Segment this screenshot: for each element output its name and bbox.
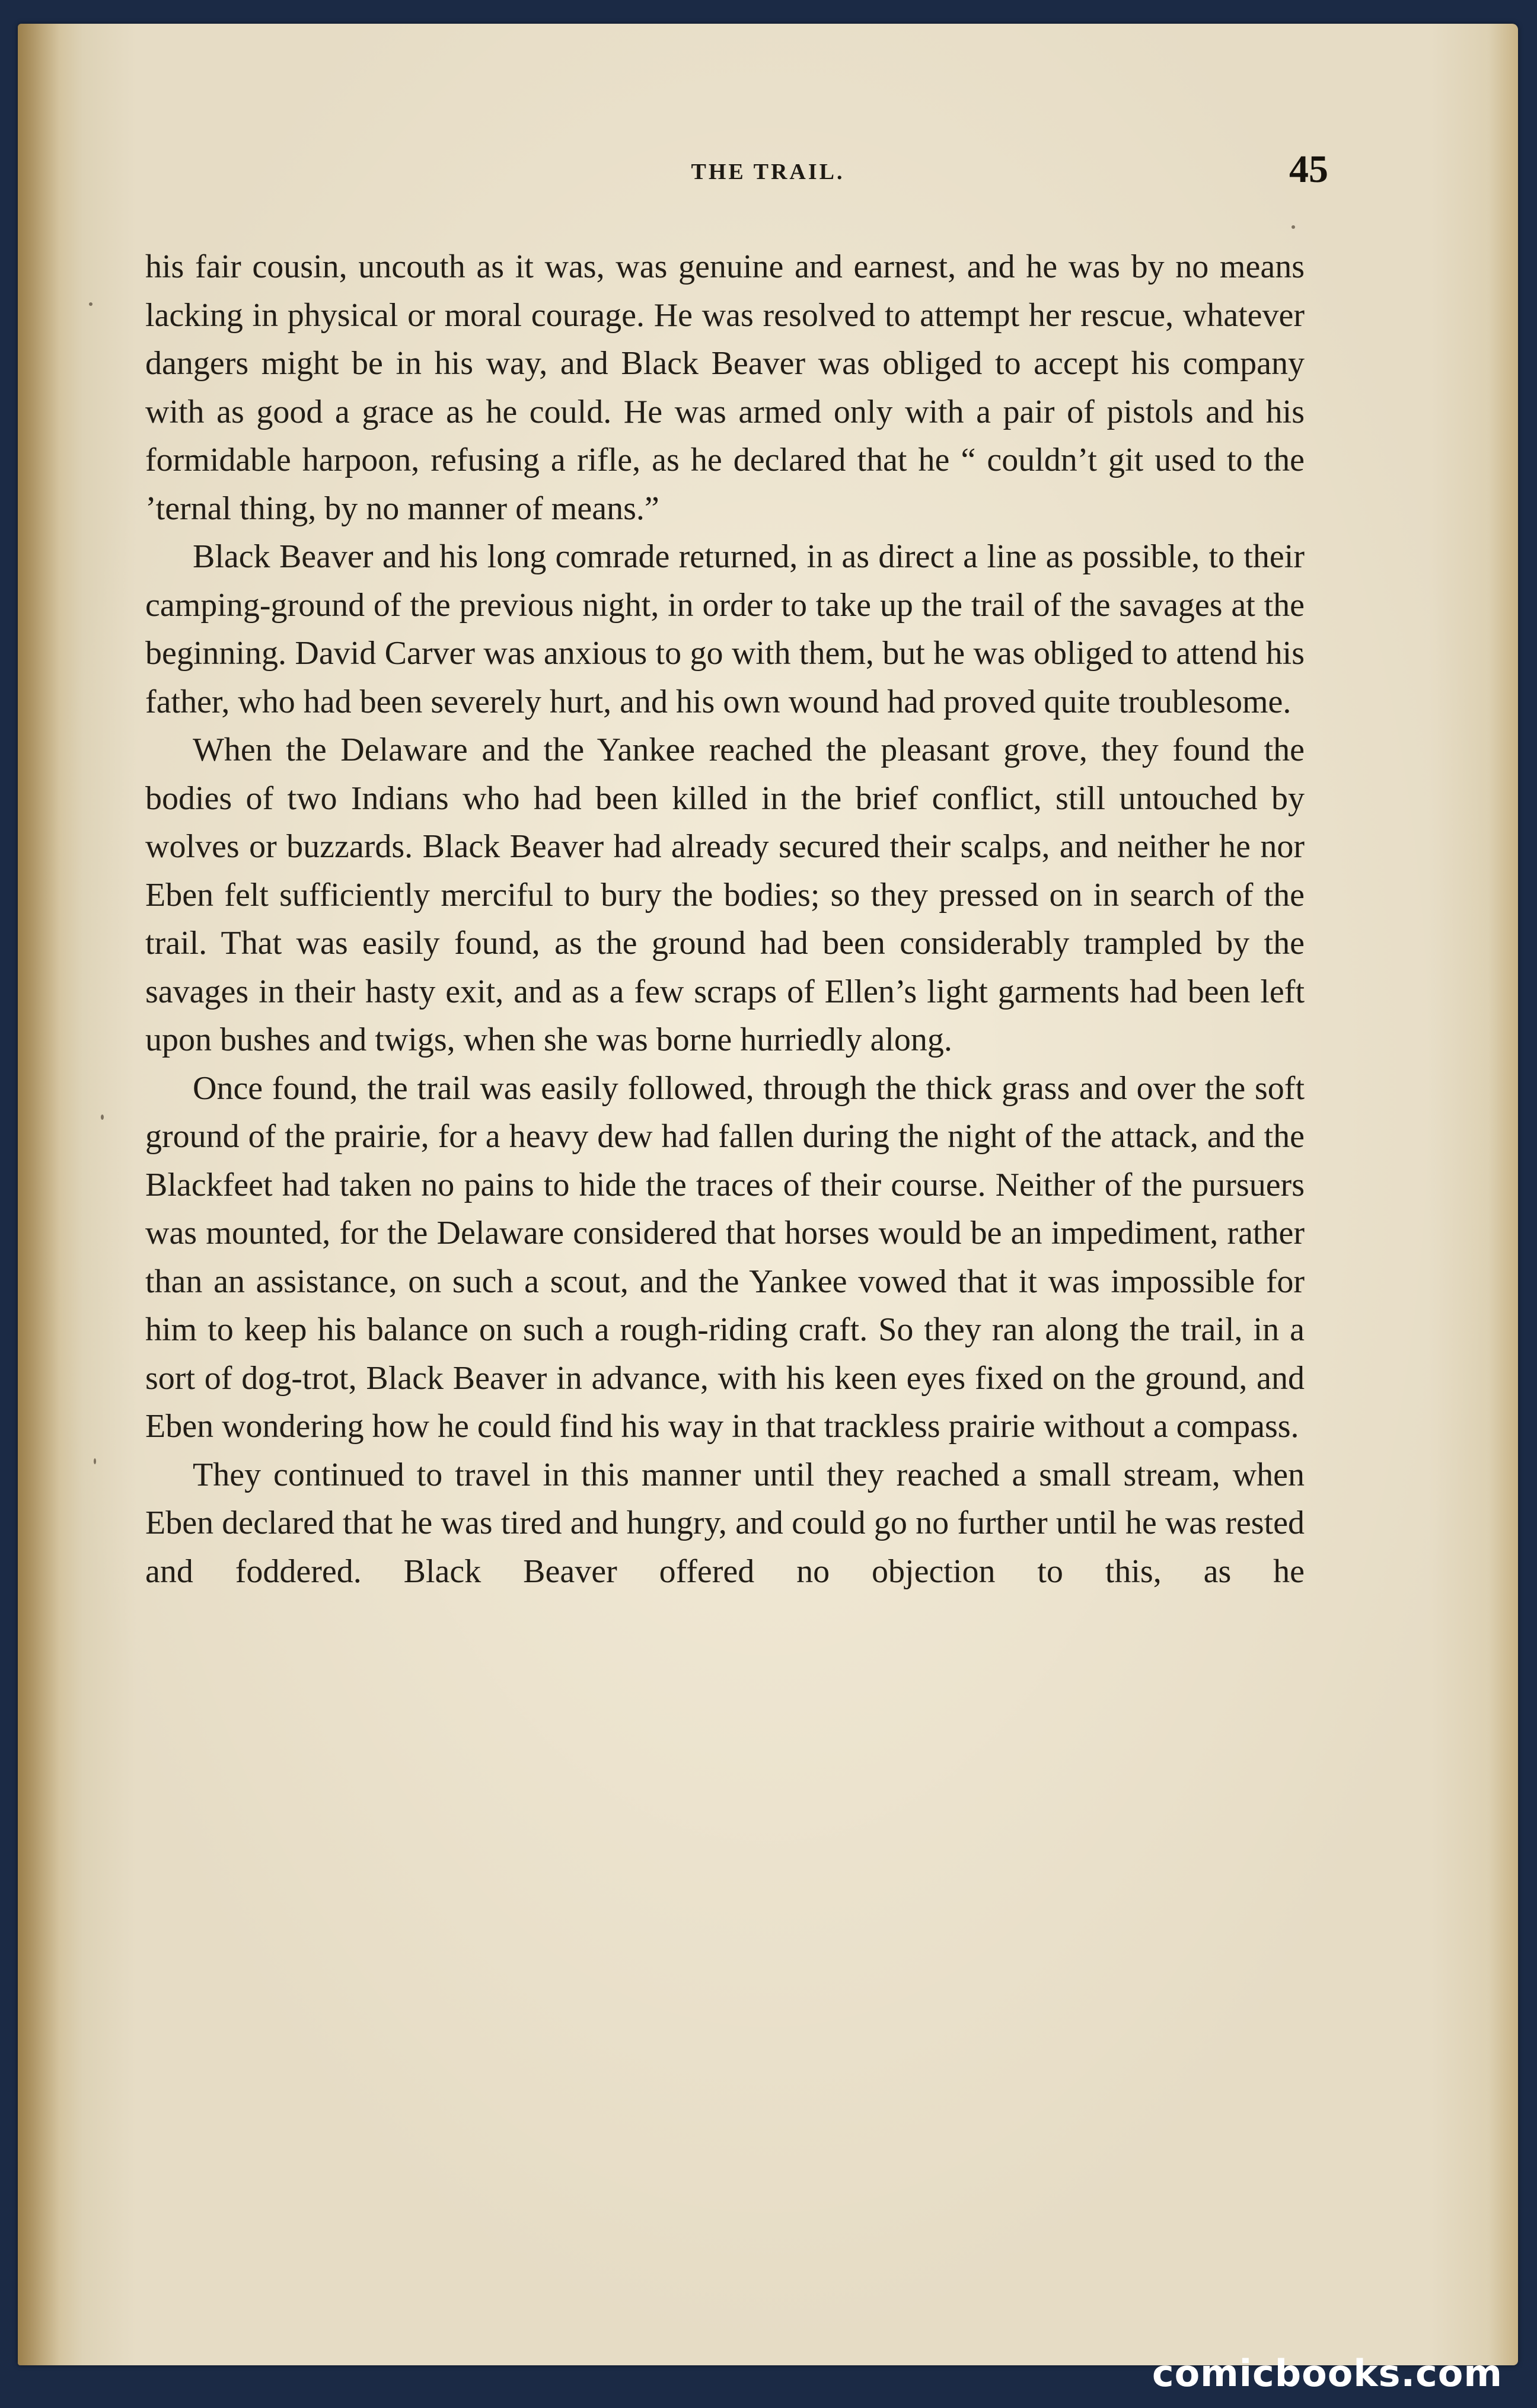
paragraph-3: When the Delaware and the Yankee reached the pleasant grove, they found the bodies of two Indians who had been killed in the brief conflict, still untouched by wolves or buzzards. Black Beaver had already secured their scalps, and neither he nor Eben felt sufficiently merciful to bury the bodies; so they pressed on in search of the trail. That was easily found, as the ground had been considerably trampled by the savages in their hasty exit, and as a few scraps of Ellen’s light garments had been left upon bushes and twigs, when she was borne hurriedly along.: [145, 732, 1305, 1058]
running-title: THE TRAIL.: [691, 159, 845, 184]
paragraph-4: Once found, the trail was easily followed, through the thick grass and over the soft ground of the prairie, for a heavy dew had fallen during the night of the attack, and the Blackfeet had taken no pains to hide the traces of their course. Neither of the pursuers was mounted, for the Delaware considered that horses would be an impediment, rather than an assistance, on such a scout, and the Yankee vowed that it was impossible for him to keep his balance on such a rough-riding craft. So they ran along the trail, in a sort of dog-trot, Black Beaver in advance, with his keen eyes fixed on the ground, and Eben wondering how he could find his way in that trackless prairie without a compass.: [145, 1069, 1305, 1445]
ink-speck: [101, 1114, 104, 1120]
paragraph-1: his fair cousin, uncouth as it was, was genuine and earnest, and he was by no means lacking in physical or moral courage. He was resolved to attempt her rescue, whatever dangers might be in his way, and Black Beaver was obliged to accept his company with as good a grace as he could. He was armed only with a pair of pistols and his formidable harpoon, refusing a rifle, as he declared that he “ couldn’t git used to the ’ternal thing, by no manner of means.”: [145, 248, 1305, 527]
paragraph-2: Black Beaver and his long comrade returned, in as direct a line as possible, to their camping-ground of the previous night, in order to take up the trail of the savages at the beginning. David Carver was anxious to go with them, but he was obliged to attend his father, who had been severely hurt, and his own wound had proved quite troublesome.: [145, 538, 1305, 720]
ink-speck: [94, 1458, 96, 1464]
watermark: comicbooks.com: [1152, 2352, 1503, 2395]
book-page: [18, 24, 1518, 2365]
ink-speck: [1292, 225, 1295, 229]
ink-speck: [89, 302, 93, 306]
body-text: [145, 243, 1305, 1596]
paragraph-5: They continued to travel in this manner until they reached a small stream, when Eben declared that he was tired and hungry, and could go no further until he was rested and foddered. Black Beaver offered no objection to this, as he: [145, 1456, 1305, 1590]
page-header: [18, 147, 1518, 194]
spine-shadow: [18, 24, 59, 2365]
page-number: 45: [1289, 148, 1328, 191]
